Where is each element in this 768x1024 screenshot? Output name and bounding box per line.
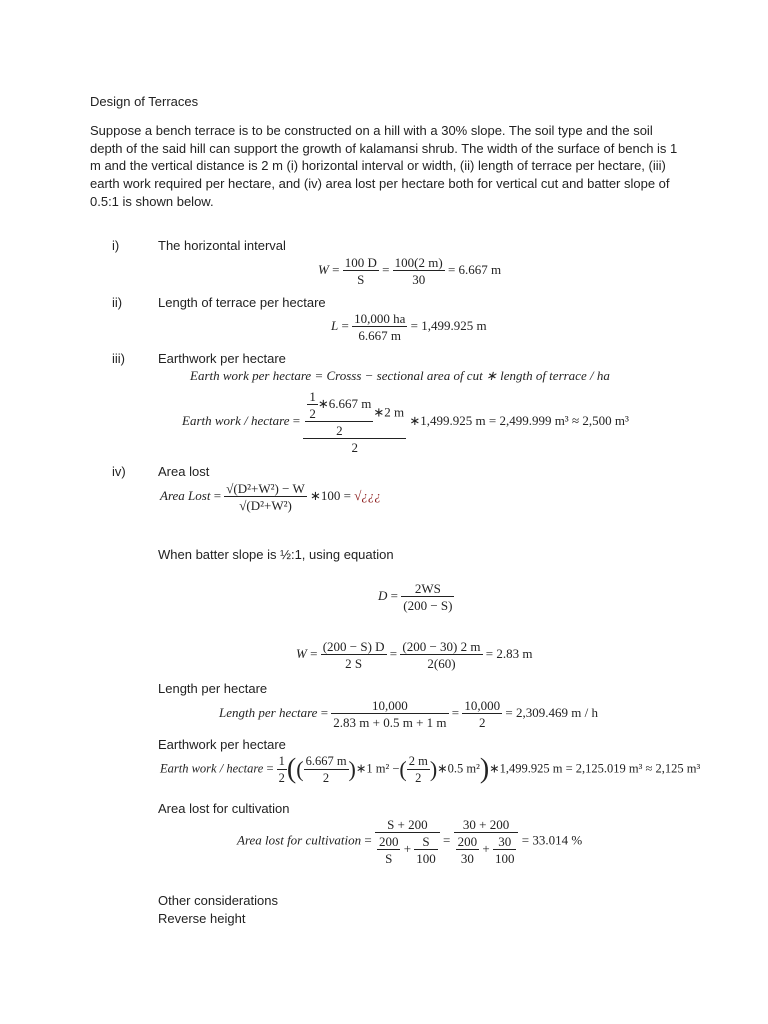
equation-earthwork-batter: Earth work / hectare = $\frac{1}{2}$ (( $\frac{6.667 m}{2}$ )∗1 m² −( $\frac{2 m}{2}$ )∗0.5 m²)∗1,499.925 m = 2,125.019 m³ ≈ 2,125 m³ (160, 753, 701, 785)
eq7-den2: 2 (479, 715, 486, 730)
eq9-den2a-den: 30 (460, 851, 474, 866)
eq9-den2b-den: 100 (494, 851, 515, 866)
eq6-den1: 2 S (345, 656, 363, 671)
item-number-2: ii) (112, 295, 123, 310)
eq3b-outer-den: 2 (351, 440, 358, 455)
equation-w-batter: W = $\frac{(200 - S) D}{2 S}$ = $\frac{(200 - 30) 2 m}{2(60)}$ = 2.83 m (296, 639, 533, 671)
eq7-den1: 2.83 m + 0.5 m + 1 m (333, 715, 447, 730)
eq3b-half-den: 2 (309, 406, 316, 421)
reverse-height-text: Reverse height (158, 911, 246, 926)
eq2-den: 6.667 m (358, 328, 402, 343)
eq7-lhs: Length per hectare (219, 704, 318, 720)
equation-d: D = $\frac{2WS}{(200 - S)}$ (378, 581, 453, 613)
eq3b-inner-den: 2 (336, 423, 343, 438)
eq3b-w: ∗6.667 m (317, 395, 372, 411)
eq4-error-text: √¿¿¿ (354, 487, 381, 503)
equation-earthwork-vertical: Earth work / hectare = $\frac{1}{2}$ ∗6.667 m 2 ∗2 m 2 ∗1,499.925 m = 2,499.999 m³ ≈ 2,500 m³ (182, 389, 629, 455)
eq7-num1: 10,000 (331, 699, 448, 714)
eq3b-d: ∗2 m (373, 404, 405, 420)
eq9-den2a-num: 200 (457, 834, 478, 849)
eq1-num2: 100(2 m) (394, 255, 443, 270)
eq2-lhs: L (331, 317, 339, 333)
eq4-num: √(D²+W²) − W (226, 481, 305, 496)
item-label-3: Earthwork per hectare (158, 351, 286, 366)
eq1-den1: S (357, 272, 365, 287)
eq5-den: (200 − S) (403, 598, 453, 613)
eq9-num1: S + 200 (375, 818, 440, 833)
eq1-num1: 100 D (344, 255, 377, 270)
eq3b-lhs: Earth work / hectare (182, 412, 290, 428)
eq1-lhs: W (318, 261, 329, 277)
area-lost-cultivation-label: Area lost for cultivation (158, 801, 290, 816)
eq9-num2: 30 + 200 (454, 818, 519, 833)
equation-earthwork-definition: Earth work per hectare = Crosss − sectional area of cut ∗ length of terrace / ha (190, 368, 610, 383)
item-number-1: i) (112, 238, 120, 253)
equation-area-lost: Area Lost = $\frac{\text{√(D²+W²) − W}}{\text{√(D²+W²)}}$ ∗100 = √¿¿¿ (160, 481, 381, 513)
eq8-mid: ∗1 m² − (355, 761, 400, 776)
eq9-den2b-num: 30 (493, 835, 517, 850)
eq1-den2: 30 (412, 272, 426, 287)
earthwork-per-hectare-label: Earthwork per hectare (158, 737, 286, 752)
eq2-num: 10,000 ha (354, 311, 406, 326)
equation-length-terrace: L = $\frac{10,000 ha}{6.667 m}$ = 1,499.925 m (331, 311, 487, 343)
eq9-lhs: Area lost for cultivation (237, 832, 362, 848)
length-per-hectare-label: Length per hectare (158, 681, 268, 696)
eq7-result: 2,309.469 m / h (515, 704, 598, 720)
item-label-1: The horizontal interval (158, 238, 286, 253)
eq6-num2: (200 − 30) 2 m (402, 639, 481, 654)
eq6-result: 2.83 m (496, 645, 533, 661)
eq8-half-den: 2 (278, 770, 285, 785)
eq4-rest: ∗100 = (310, 487, 351, 503)
eq8-f1-den: 2 (322, 770, 330, 785)
eq3b-half-num: 1 (309, 389, 316, 404)
eq9-den1b-den: 100 (416, 851, 436, 866)
eq8-f1-num: 6.667 m (305, 754, 347, 768)
eq6-num1: (200 − S) D (322, 639, 385, 654)
item-number-4: iv) (112, 464, 126, 479)
eq6-lhs: W (296, 645, 307, 661)
eq8-tail: ∗0.5 m² (437, 761, 480, 776)
eq9-den1a-den: S (385, 851, 393, 866)
eq4-lhs: Area Lost (160, 487, 211, 503)
eq8-lhs: Earth work / hectare (160, 761, 264, 776)
item-label-4: Area lost (158, 464, 210, 479)
eq8-f2-den: 2 (415, 770, 422, 785)
item-label-2: Length of terrace per hectare (158, 295, 326, 310)
equation-area-lost-cultivation: Area lost for cultivation = S + 200 $\frac{200}{S}$ + $\frac{S}{100}$ = 30 + 200 $\frac{200}{30}$ + $\frac{30}{100}$ = 33.014 % (237, 817, 583, 866)
eq3b-rest: ∗1,499.925 m = 2,499.999 m³ ≈ 2,500 m³ (409, 412, 629, 428)
eq2-result: 1,499.925 m (421, 317, 487, 333)
equation-length-per-hectare: Length per hectare = $\frac{10,000}{2.83 m + 0.5 m + 1 m}$ = $\frac{10,000}{2}$ = 2,309.469 m / h (219, 698, 598, 730)
eq8-rest: ∗1,499.925 m = 2,125.019 m³ ≈ 2,125 m³ (489, 761, 701, 776)
eq1-result: 6.667 m (458, 261, 502, 277)
equation-horizontal-interval: W = $\frac{100 D}{S}$ = $\frac{100(2 m)}{30}$ = 6.667 m (318, 255, 502, 287)
eq6-den2: 2(60) (427, 656, 456, 671)
batter-slope-text: When batter slope is ½:1, using equation (158, 547, 394, 562)
eq8-half-num: 1 (278, 754, 285, 768)
page-title: Design of Terraces (90, 94, 199, 109)
item-number-3: iii) (112, 351, 125, 366)
eq5-lhs: D (378, 587, 388, 603)
eq8-f2-num: 2 m (408, 754, 428, 768)
eq5-num: 2WS (401, 582, 454, 597)
intro-paragraph: Suppose a bench terrace is to be constructed on a hill with a 30% slope. The soil type and the soil depth of the said hill can support the growth of kalamansi shrub. The width of the surface of bench is 1 m and the vertical distance is 2 m (i) horizontal interval or width, (ii) length of terrace per hectare, (iii) earth work required per hectare, and (iv) area lost per hectare both for vertical cut and batter slope of 0.5:1 is shown below. (90, 123, 678, 209)
eq9-den1a-num: 200 (378, 834, 399, 849)
eq4-den: √(D²+W²) (239, 498, 292, 513)
eq7-num2: 10,000 (464, 698, 501, 713)
other-considerations-text: Other considerations (158, 893, 278, 908)
eq9-result: 33.014 % (532, 832, 583, 848)
eq9-den1b-num: S (414, 835, 438, 850)
